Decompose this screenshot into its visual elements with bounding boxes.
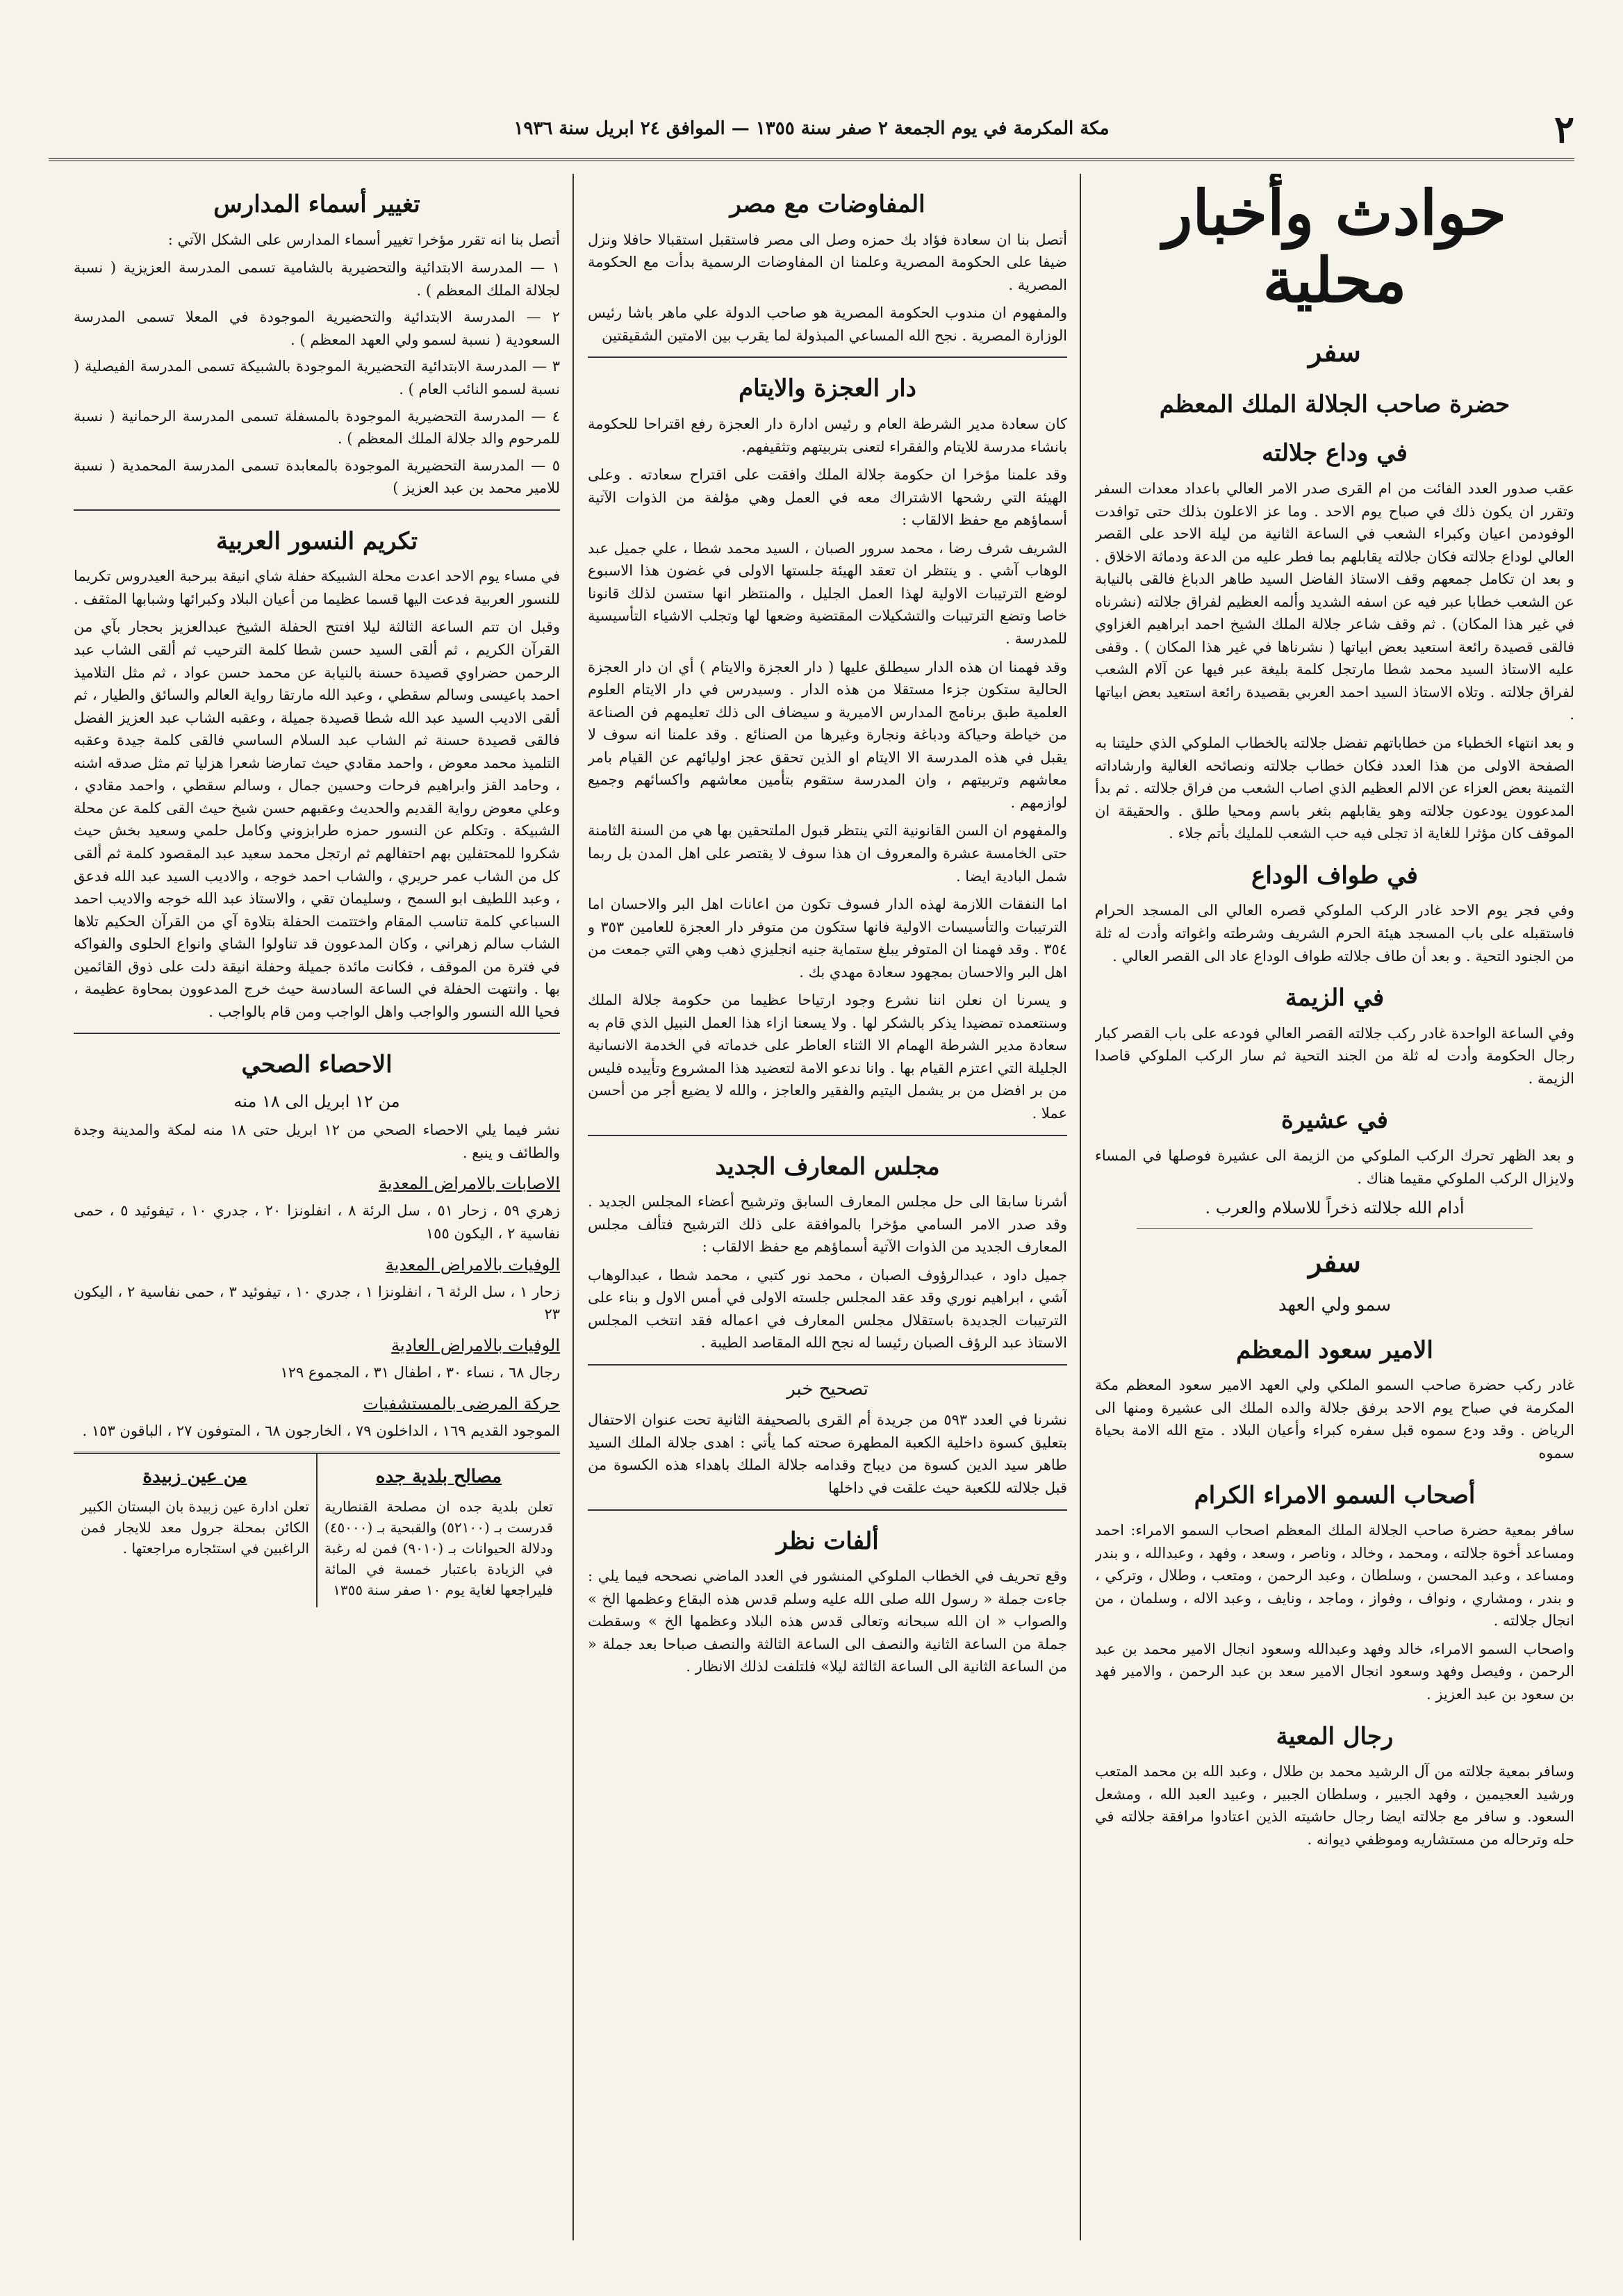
notice-text: تعلن ادارة عين زبيدة بان البستان الكبير الكائن بمحلة جرول معد للايجار فمن الراغبين في استئجاره مراجعتها .	[81, 1498, 309, 1557]
column-divider	[572, 174, 574, 2240]
article-paragraph: والمفهوم ان مندوب الحكومة المصرية هو صاحب الدولة علي ماهر باشا رئيس الوزارة المصرية . نجح الله المساعي المبذولة لما يقرب بين الامتين الشقيقتين	[588, 304, 1067, 344]
list-item: ٥ — المدرسة التحضيرية الموجودة بالمعابدة تسمى المدرسة المحمدية ( نسبة للامير محمد بن عبد العزيز )	[74, 457, 560, 497]
article-subtitle: في وداع جلالته	[1262, 439, 1408, 468]
article-title: الاحصاء الصحي	[241, 1051, 393, 1079]
article-paragraph: أشرنا سابقا الى حل مجلس المعارف السابق وترشيح أعضاء المجلس الجديد . وقد صدر الامر السامي مؤخرا بالموافقة على ذلك الترشيح فتألف مجلس المعارف الجديد من الذوات الآتية أسماؤهم مع حفظ الالقاب :	[588, 1193, 1067, 1256]
divider	[588, 356, 1067, 358]
stats-heading: الوفيات بالامراض المعدية	[385, 1254, 560, 1274]
article-title: دار العجزة والايتام	[739, 375, 916, 403]
article-paragraph: الشريف شرف رضا ، محمد سرور الصبان ، السيد محمد شطا ، علي جميل عبد الوهاب آشي . و ينتظر ان تعقد الهيئة جلستها الاولى في غضون هذا الاسبوع لوضع الترتيبات الاولية لهذا العمل الجليل ، والمنتظر انها ستسن لذلك قانونا خاصا وتضع الترتيبات والتشكيلات المقتضية وضعها لها وتجلب الاشياء التأسيسية للمدرسة .	[588, 539, 1067, 648]
stats-text: زحار ١ ، سل الرئة ٦ ، انفلونزا ١ ، جدري ١٠ ، تيفوئيد ٣ ، حمى نفاسية ٢ ، اليكون ٢٣	[74, 1283, 560, 1323]
article-paragraph: نشر فيما يلي الاحصاء الصحي من ١٢ ابريل حتى ١٨ منه لمكة والمدينة وجدة والطائف و ينبع .	[74, 1122, 560, 1161]
article-title: في طواف الوداع	[1251, 861, 1418, 889]
divider	[588, 1364, 1067, 1366]
notice-title: مصالح بلدية جده	[375, 1466, 502, 1488]
article-paragraph: وقد علمنا مؤخرا ان حكومة جلالة الملك وافقت على اقتراح سعادته . وعلى الهيئة التي رشحها الاشتراك معه في العمل وهي مؤلفة من الذوات الآتية أسماؤهم مع حفظ الالقاب :	[588, 466, 1067, 529]
article-paragraph: واصحاب السمو الامراء، خالد وفهد وعبدالله وسعود انجال الامير محمد بن عبد الرحمن ، وفيصل وفهد وسعود انجال الامير سعد بن عبد الرحمن ، والامير فهد بن سعود بن عبد العزيز .	[1095, 1640, 1574, 1703]
right-column	[1095, 174, 1574, 2240]
stats-text: الموجود القديم ١٦٩ ، الداخلون ٧٩ ، الخارجون ٦٨ ، المتوفون ٢٧ ، الباقون ١٥٣ .	[82, 1422, 560, 1439]
left-column	[74, 174, 560, 2240]
article-title: تغيير أسماء المدارس	[213, 190, 420, 218]
article-paragraph: في مساء يوم الاحد اعدت محلة الشبيكة حفلة شاي انيقة ببرحبة العيدروس تكريما للنسور العربية فدعت اليها قسما عظيما من أعيان البلاد وكبرائها وشبابها المثقف .	[74, 568, 560, 607]
article-paragraph: و يسرنا ان نعلن اننا نشرع وجود ارتياحا عظيما من حكومة جلالة الملك وسنتعمده تمضيدا يذكر بالشكر لها . ولا يسعنا ازاء هذا العمل النبيل الذي قام به سعادة مدير الشرطة الهمام الا الثناء العاطر على خدماته في الخدمة الانسانية الجليلة التي اعتزم القيام بها . وانا ندعو الامة لتعضيد هذا المشروع وتأييده فليس من بر افضل من بر يشمل اليتيم والفقير والعاجز ، والله لا يضيع أجر من أحسن عملا .	[588, 992, 1067, 1122]
article-subtitle: حضرة صاحب الجلالة الملك المعظم	[1159, 390, 1510, 418]
divider	[74, 1033, 560, 1034]
stats-text: زهري ٥٩ ، زحار ٥١ ، سل الرئة ٨ ، انفلونزا ٢٠ ، جدري ١٠ ، تيفوئيد ٥ ، حمى نفاسية ٢ ، اليكون ١٥٥	[74, 1202, 560, 1243]
list-item: ١ — المدرسة الابتدائية والتحضيرية بالشامية تسمى المدرسة العزيزية ( نسبة لجلالة الملك المعظم ) .	[74, 259, 560, 299]
article-paragraph: أتصل بنا ان سعادة فؤاد بك حمزه وصل الى مصر فاستقبل استقبالا حافلا ونزل ضيفا على الحكومة المصرية وعلمنا ان المفاوضات الرسمية بدأت مع الحكومة المصرية .	[588, 231, 1067, 293]
article-paragraph: والمفهوم ان السن القانونية التي ينتظر قبول الملتحقين بها هي من السنة الثامنة حتى الخامسة عشرة والمعروف ان هذا سوف لا يقتصر على اهل المدن بل ربما شمل البادية ايضا .	[588, 822, 1067, 885]
article-title: المفاوضات مع مصر	[730, 190, 925, 218]
article-paragraph: جميل داود ، عبدالرؤوف الصبان ، محمد نور كتبي ، محمد شطا ، عبدالوهاب آشي ، ابراهيم نوري وقد عقد المجلس جلسته الاولى في أمس الاول و بناء على الترتيبات الجديدة باستقلال مجلس المعارف في اعماله فقد انتخب المجلس الاستاذ عبد الرؤف الصبان رئيسا له نجح الله المقاصد الطيبة .	[588, 1266, 1067, 1352]
article-paragraph: وفي فجر يوم الاحد غادر الركب الملوكي قصره العالي الى المسجد الحرام فاستقبله على باب المسجد هيئة الحرم الشريف وشرطته واغواته وأدت له ثلة من الجنود التحية . و بعد أن طاف جلالته طواف الوداع عاد الى القصر العالي .	[1095, 902, 1574, 965]
article-title: مجلس المعارف الجديد	[715, 1152, 940, 1181]
article-title: في عشيرة	[1281, 1106, 1388, 1135]
list-item: ٣ — المدرسة الابتدائية التحضيرية الموجودة بالشبيكة تسمى المدرسة الفيصلية ( نسبة لسمو النائب العام ) .	[74, 358, 560, 397]
article-title: سفر	[1308, 1246, 1361, 1279]
stats-text: رجال ٦٨ ، نساء ٣٠ ، اطفال ٣١ ، المجموع ١٢٩	[280, 1364, 560, 1381]
article-title: أصحاب السمو الامراء الكرام	[1194, 1481, 1476, 1509]
page-header	[49, 104, 1574, 153]
article-paragraph: و بعد انتهاء الخطباء من خطاباتهم تفضل جلالته بالخطاب الملوكي الذي حليتنا به الصفحة الاولى من هذا العدد فكان خطاب جلالته ونصائحه الغالية وارشاداته الثمينة بعض العزاء عن الالم العظيم الذي اصاب الشعب من فراق جلالته . ثم بدأ المدعوون يودعون جلالته وهو يقابلهم بثغر باسم ومحيا طلق . والحقيقة ان الموقف كان مؤثرا للغاية اذ تجلى فيه حب الشعب للمليك بأتم جلاء .	[1095, 734, 1574, 842]
article-paragraph: أتصل بنا انه تقرر مؤخرا تغيير أسماء المدارس على الشكل الآتي :	[167, 231, 560, 248]
article-title: ألفات نظر	[776, 1527, 879, 1555]
article-paragraph: عقب صدور العدد الفائت من ام القرى صدر الامر العالي باعداد معدات السفر وتقرر ان يكون ذلك في صباح يوم الاحد . وما عز الاعلون بذلك حتى توافدت الوفودمن اعيان وكبراء الشعب في الساعة الثانية من ليلة الاحد على القصر العالي لوداع جلالته فكان جلالته يقابلهم بما فطر عليه من الدعة ودماثة الاخلاق . و بعد ان تكامل جمعهم وقف الاستاذ الفاضل السيد طاهر الدباغ فالقى بالنيابة عن الشعب خطابا عبر فيه عن اسفه الشديد وألمه العظيم لفراق جلالته (نشرناه في غير هذا المكان) . ثم وقف شاعر جلالة الملك الشيخ احمد ابراهيم الغزاوي فالقى قصيدة رائعة استعيد بعض ابياتها ( نشرناها في غير هذا المكان ) . وقفى عليه الاستاذ السيد محمد شطا مارتجل كلمة بليغة عبر فيها عن آلام الشعب لفراق جلالته . وتلاه الاستاذ السيد احمد العربي بقصيدة رائعة استعيد بعض ابياتها .	[1095, 479, 1574, 723]
article-paragraph: اما النفقات اللازمة لهذه الدار فسوف تكون من اعانات اهل البر والاحسان اما الترتيبات والتأسيسات الاولية فانها ستكون من متوفر دار العجزة للعامين ٣٥٣ و ٣٥٤ . وقد فهمنا ان المتوفر يبلغ ستماية جنيه انجليزي ذهب وهي التي جمعت من اهل البر والاحسان بمجهود سعادة مهدي بك .	[588, 896, 1067, 981]
divider	[588, 1135, 1067, 1136]
stats-heading: الاصابات بالامراض المعدية	[379, 1174, 560, 1194]
divider	[74, 509, 560, 511]
notice-text: تعلن بلدية جده ان مصلحة القنطارية قدرست بـ (٥٢١٠٠) والقبحية بـ (٤٥٠٠٠) ودلالة الحيوانات بـ (٩٠١٠) فمن له رغبة في الزيادة باعتبار خمسة في المائة فليراجعها لغاية يوم ١٠ صفر سنة ١٣٥٥	[324, 1498, 554, 1599]
article-subtitle: من ١٢ ابريل الى ١٨ منه	[233, 1092, 400, 1112]
notice-box	[74, 1454, 318, 1607]
column-divider	[1080, 174, 1081, 2240]
date-line: مكة المكرمة في يوم الجمعة ٢ صفر سنة ١٣٥٥ — الموافق ٢٤ ابريل سنة ١٩٣٦	[513, 118, 1110, 139]
article-paragraph: وقد فهمنا ان هذه الدار سيطلق عليها ( دار العجزة والايتام ) أي ان دار العجزة الحالية ستكون جزءا مستقلا من هذه الدار . وسيدرس في دار الايتام العلوم العلمية طبق برنامج المدارس الاميرية و سيضاف الى ذلك تعليمهم فن الصناعة من خياطة وحياكة ودباغة ونجارة وغيرها من الصنائع . وقد علمنا انه سوف لا يقبل في هذه المدرسة الا الايتام او الذين تحقق عجز اوليائهم عن القيام بامر معاشهم وتربيتهم ، وان المدرسة ستقوم بتأمين معاشهم واكسائهم وجميع لوازمهم .	[588, 658, 1067, 811]
article-paragraph: وقع تحريف في الخطاب الملوكي المنشور في العدد الماضي نصححه فيما يلي : جاءت جملة « رسول الله صلى الله عليه وسلم قدس هذه البقاع وعظمها الخ » والصواب « ان الله سبحانه وتعالى قدس هذه البلاد وعظمها الخ » وسقطت جملة من الساعة الثانية والنصف الى الساعة الثالثة والنصف صباحا بعد جملة « من الساعة الثانية الى الساعة الثالثة ليلا» فلتلفت لذلك الانظار .	[588, 1568, 1067, 1675]
article-paragraph: وفي الساعة الواحدة غادر ركب جلالته القصر العالي فودعه على باب القصر كبار رجال الحكومة وأدت له ثلة من الجند التحية ثم سار الركب الملوكي قاصدا الزيمة .	[1095, 1024, 1574, 1087]
notice-box	[318, 1454, 560, 1607]
article-title: تصحيح خبر	[786, 1379, 868, 1400]
article-title: سفر	[1308, 335, 1361, 368]
middle-column	[588, 174, 1067, 2240]
article-paragraph: غادر ركب حضرة صاحب السمو الملكي ولي العهد الامير سعود المعظم مكة المكرمة في صباح يوم الاحد برفق جلالة والده الملك الى عشيرة ومنها الى الرياض . وقد ودع سموه قبل سفره كبراء وأعيان البلاد . متع الله الامة بحياة سموه	[1095, 1377, 1574, 1461]
article-paragraph: كان سعادة مدير الشرطة العام و رئيس ادارة دار العجزة رفع اقتراحا للحكومة بانشاء مدرسة للايتام والفقراء لتعنى بتربيتهم وتثقيفهم.	[588, 416, 1067, 455]
article-title: في الزيمة	[1285, 984, 1385, 1012]
notice-boxes	[74, 1452, 560, 1607]
notice-title: من عين زبيدة	[142, 1466, 247, 1488]
article-paragraph: وقبل ان تتم الساعة الثالثة ليلا افتتح الحفلة الشيخ عبدالعزيز بحجار بآي من القرآن الكريم ، ثم ألقى السيد حسن شطا كلمة الترحيب ثم ألقى الشاب عبد الرحمن حضراوي قصيدة حسنة بالنيابة عن محمد حسن عواد ، ثم مثل التلاميذ احمد باعيسى وسالم سقطي ، وعبد الله مارتقا رواية العالم والسائق والطيار ، ثم ألقى الاديب السيد عبد الله شطا قصيدة جميلة ، وعقبه الشاب عبد العزيز الفضل فالقى قصيدة حسنة ثم الشاب عبد السلام الساسي فالقى كلمة جيدة وعقبه التلميذ محمد معوض ، واحمد مقادي حيث تمارضا شعرا هزليا تم مثل صدقه اشنه ، وحامد القز وابراهيم فرحات وحسين جمال ، وسالم سقطي ، واحمد مقادي ، وعلي معوض رواية القديم والحديث وعقبهم حسن شيخ حيث القى كلمة عن محلة الشبيكة . وتكلم عن النسور حمزه طرابزوني وكامل حلمي وسعيد بخش حيث شكروا للمحتفلين بهم احتفالهم ثم ارتجل محمد سعيد عبد المقصود كلمة ثم ألقى كل من الشاب عمر حريري ، والشاب احمد خوجه ، والاديب السيد عبد الله فدعق ، وعبد اللطيف ابو السمح ، وسليمان تقي ، والاستاذ عبد الله خوجه والاديب احمد السباعي كلمة تناسب المقام واختتمت الحفلة بتلاوة آي من القرآن الحكيم تلاها الشاب سالم زهراني ، وكان المدعوون قد تناولوا الشاي وانواع الحلوى والفواكه في فترة من الموقف ، فكانت مائدة جميلة وحفلة انيقة دلت على ذوق القائمين بها . وانتهت الحفلة في الساعة السادسة حيث خرج المدعوون بمحاوة عظيمة ، فحيا الله النسور والواجب واهل الواجب ومن قام بالواجب .	[74, 618, 560, 1020]
section-masthead: حوادث وأخبار محلية	[1162, 177, 1507, 316]
stats-heading: الوفيات بالامراض العادية	[391, 1335, 560, 1355]
list-item: ٢ — المدرسة الابتدائية والتحضيرية الموجودة في المعلا تسمى المدرسة السعودية ( نسبة لسمو ولي العهد المعظم ) .	[74, 309, 560, 348]
article-paragraph: سافر بمعية حضرة صاحب الجلالة الملك المعظم اصحاب السمو الامراء: احمد ومساعد أخوة جلالته ، ومحمد ، وخالد ، وناصر ، وسعد ، وفهد ، وعبدالله ، و بندر ومساعد ، وعبد المحسن ، وسلطان ، وعبد الرحمن ، ومتعب ، وطلال ، وتركي ، و بندر ، ومشاري ، ونواف ، وفواز ، وماجد ، ونايف ، وعبد الاله ، وسلمان ، من انجال جلالته .	[1095, 1522, 1574, 1630]
divider	[588, 1509, 1067, 1511]
article-closing: أدام الله جلالته ذخراً للاسلام والعرب .	[1205, 1198, 1465, 1218]
header-rule	[49, 158, 1574, 161]
page-number: ٢	[1554, 107, 1574, 151]
list-item: ٤ — المدرسة التحضيرية الموجودة بالمسفلة تسمى المدرسة الرحمانية ( نسبة للمرحوم والد جلالة الملك المعظم ) .	[74, 407, 560, 448]
article-paragraph: نشرنا في العدد ٥٩٣ من جريدة أم القرى بالصحيفة الثانية تحت عنوان الاحتفال بتعليق كسوة داخلية الكعبة المطهرة صحته كما يأتي : اهدى جلالة الملك السيد طاهر سيد الدين كسوة من ديباج وقدامه جلالة الملك باهداء هذه الكسوة من قبل جلالته للكعبة حيث علقت في داخلها	[588, 1411, 1067, 1496]
article-title: رجال المعية	[1276, 1722, 1394, 1750]
article-title: تكريم النسور العربية	[215, 527, 418, 555]
article-subtitle: سمو ولي العهد	[1278, 1295, 1392, 1316]
stats-heading: حركة المرضى بالمستشفيات	[363, 1393, 560, 1413]
article-paragraph: وسافر بمعية جلالته من آل الرشيد محمد بن طلال ، وعبد الله بن محمد المتعب ورشيد العجيمين ، وفهد الجبير ، وسلطان الجبير ، وعبيد العبد الله ، ومشعل السعود. و سافر مع جلالته ايضا رجال حاشيته الذين اعتادوا مرافقة جلالته في حله وترحاله من مستشاريه وموظفي ديوانه .	[1095, 1763, 1574, 1848]
divider	[1137, 1228, 1533, 1229]
article-paragraph: و بعد الظهر تحرك الركب الملوكي من الزيمة الى عشيرة فوصلها في المساء ولايزال الركب الملوكي مقيما هناك .	[1095, 1147, 1574, 1187]
article-subtitle: الامير سعود المعظم	[1236, 1336, 1433, 1364]
